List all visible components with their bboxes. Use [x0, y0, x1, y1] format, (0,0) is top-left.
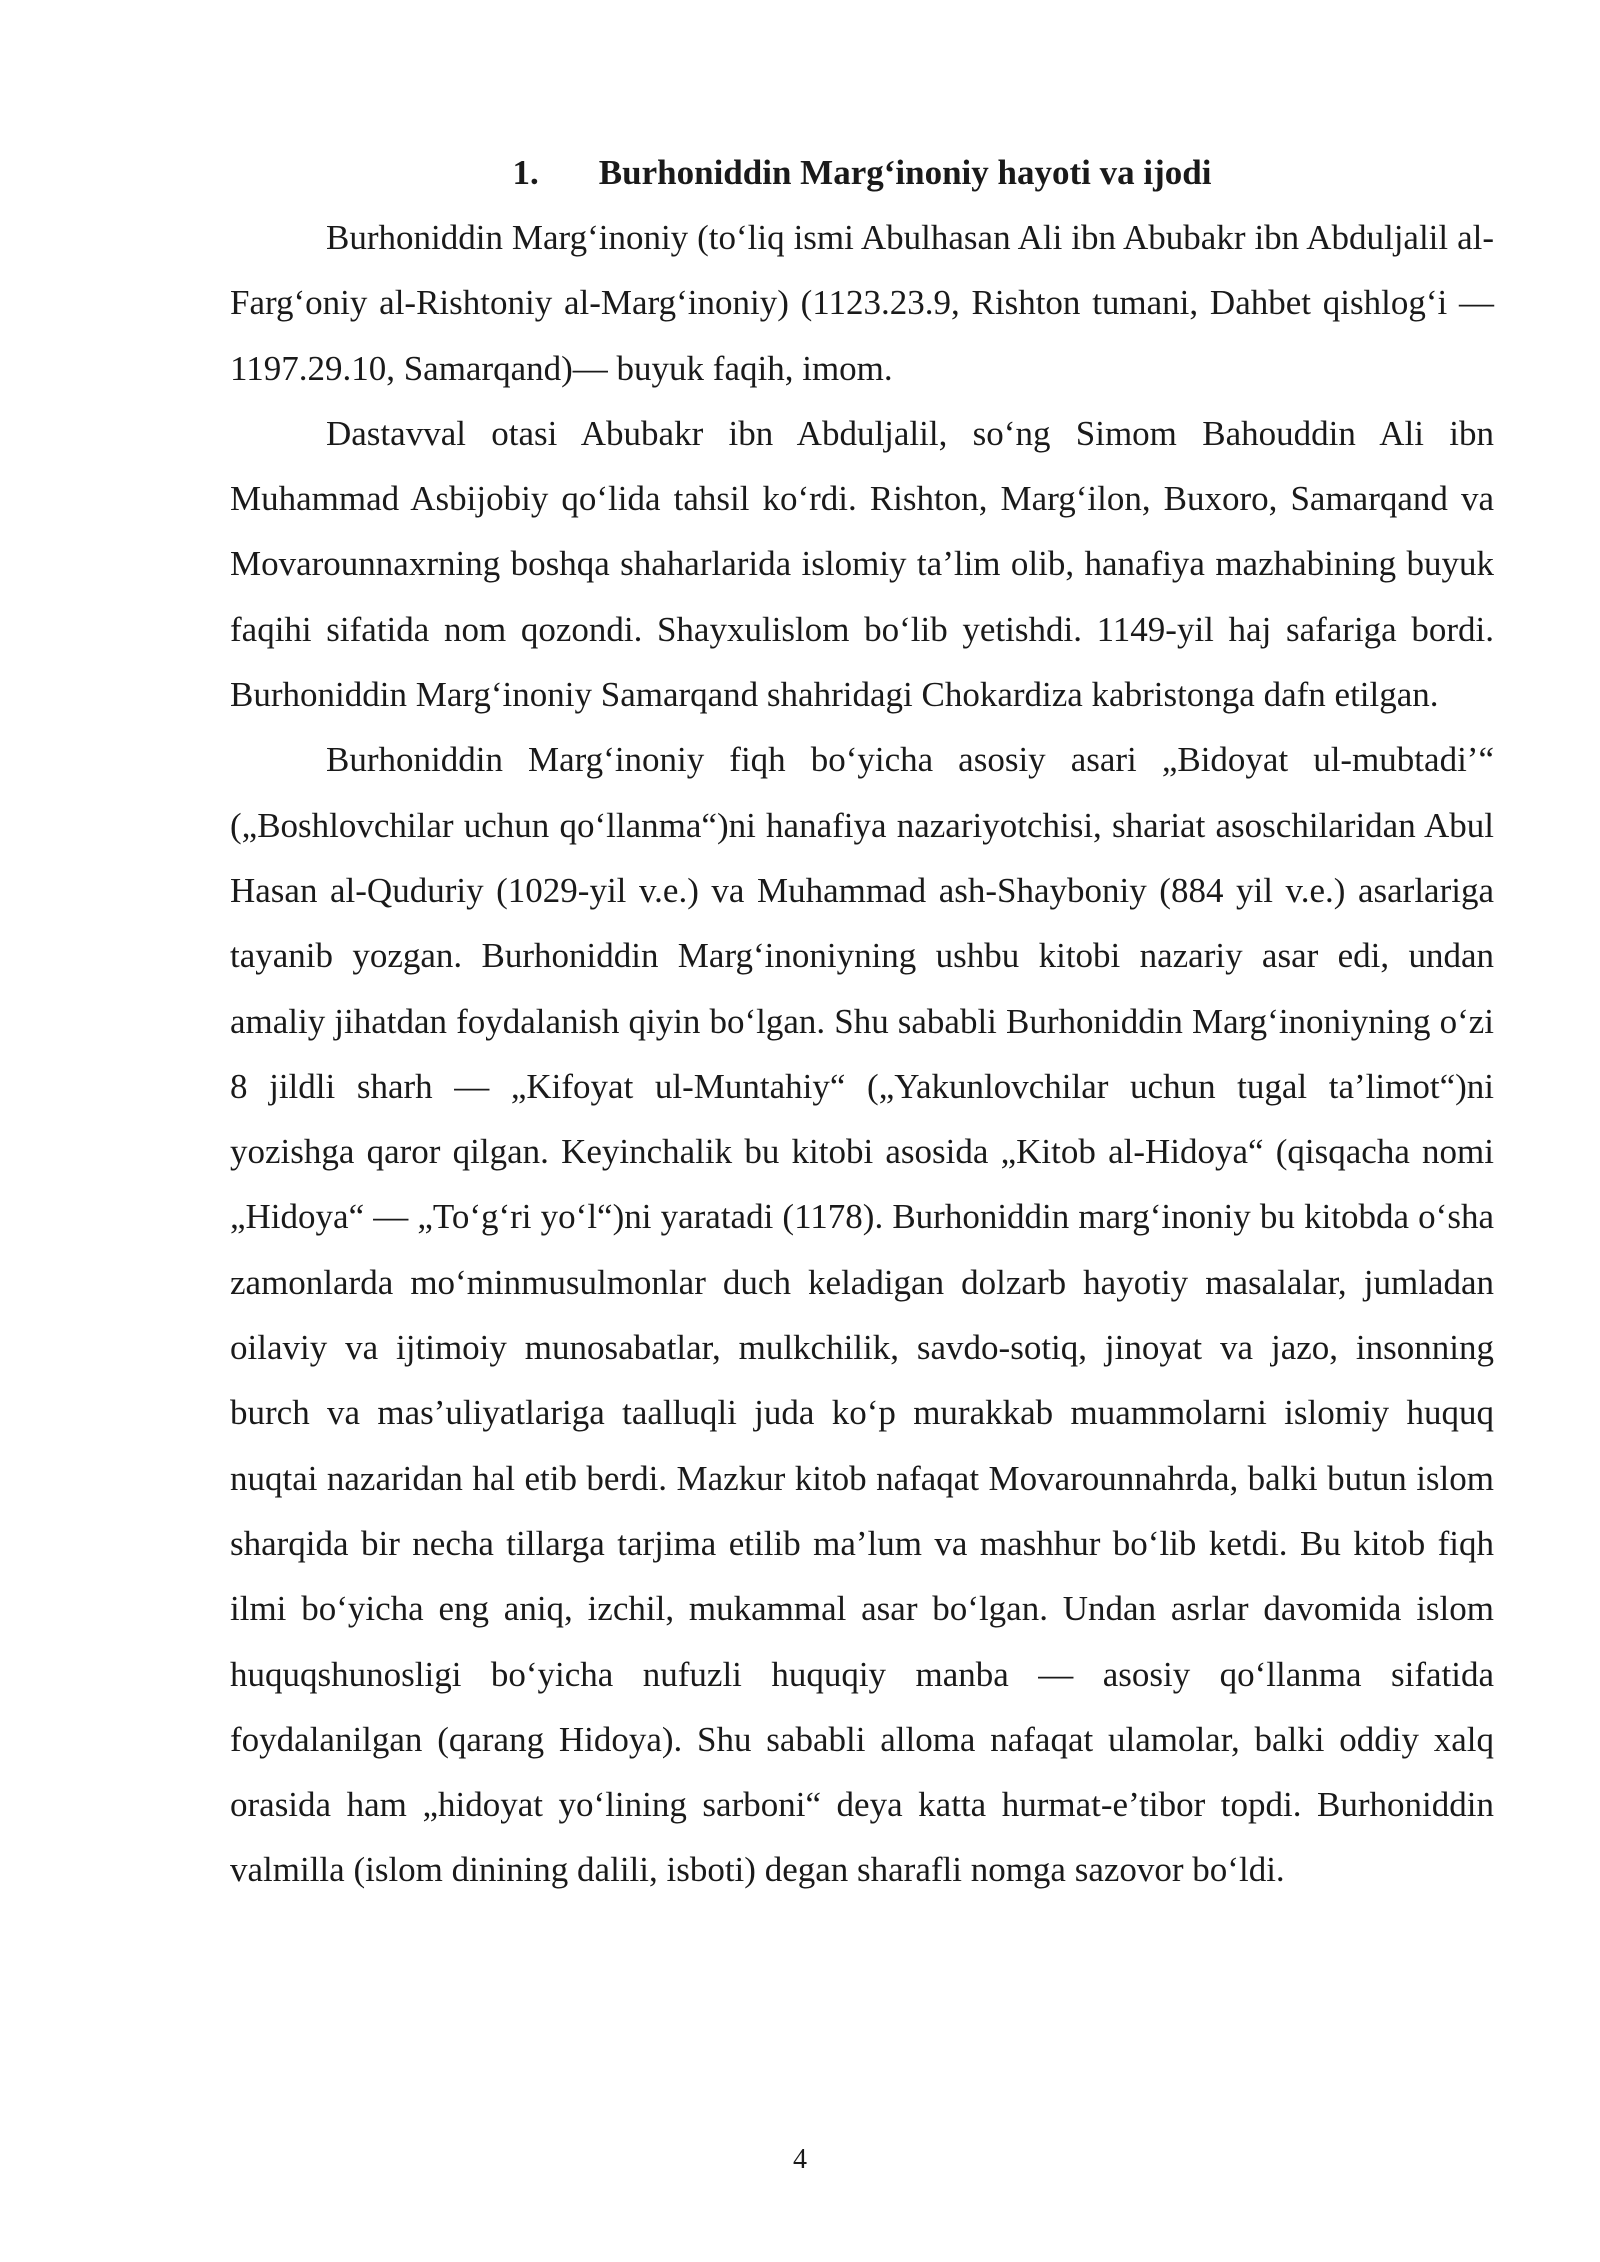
section-title: Burhoniddin Marg‘inoniy hayoti va ijodi	[598, 153, 1212, 192]
paragraph-3: Burhoniddin Marg‘inoniy fiqh bo‘yicha asosiy asari „Bidoyat ul-mubtadi’“ („Boshlovchilar uchun qo‘llanma“)ni hanafiya nazariyotchisi, shariat asoschilaridan Abul Hasan al-Quduriy (1029-yil v.e.) va Muhammad ash-Shayboniy (884 yil v.e.) asarlariga tayanib yozgan. Burhoniddin Marg‘inoniyning ushbu kitobi nazariy asar edi, undan amaliy jihatdan foydalanish qiyin bo‘lgan. Shu sababli Burhoniddin Marg‘inoniyning o‘zi 8 jildli sharh — „Kifoyat ul-Muntahiy“ („Yakunlovchilar uchun tugal ta’limot“)ni yozishga qaror qilgan. Keyinchalik bu kitobi asosida „Kitob al-Hidoya“ (qisqacha nomi „Hidoya“ — „To‘g‘ri yo‘l“)ni yaratadi (1178). Burhoniddin marg‘inoniy bu kitobda o‘sha zamonlarda mo‘minmusulmonlar duch keladigan dolzarb hayotiy masalalar, jumladan oilaviy va ijtimoiy munosabatlar, mulkchilik, savdo-sotiq, jinoyat va jazo, insonning burch va mas’uliyatlariga taalluqli juda ko‘p murakkab muammolarni islomiy huquq nuqtai nazaridan hal etib berdi. Mazkur kitob nafaqat Movarounnahrda, balki butun islom sharqida bir necha tillarga tarjima etilib ma’lum va mashhur bo‘lib ketdi. Bu kitob fiqh ilmi bo‘yicha eng aniq, izchil, mukammal asar bo‘lgan. Undan asrlar davomida islom huquqshunosligi bo‘yicha nufuzli huquqiy manba — asosiy qo‘llanma sifatida foydalanilgan (qarang Hidoya). Shu sababli alloma nafaqat ulamolar, balki oddiy xalq orasida ham „hidoyat yo‘lining sarboni“ deya katta hurmat-e’tibor topdi. Burhoniddin valmilla (islom dinining dalili, isboti) degan sharafli nomga sazovor bo‘ldi.	[230, 740, 1494, 1890]
section-heading	[230, 140, 1494, 205]
section-number: 1.	[512, 153, 539, 192]
paragraph-1: Burhoniddin Marg‘inoniy (to‘liq ismi Abulhasan Ali ibn Abubakr ibn Abduljalil al-Farg‘oniy al-Rishtoniy al-Marg‘inoniy) (1123.23.9, Rishton tumani, Dahbet qishlog‘i — 1197.29.10, Samarqand)— buyuk faqih, imom.	[230, 218, 1494, 388]
page-number: 4	[793, 2144, 807, 2175]
paragraph-2: Dastavval otasi Abubakr ibn Abduljalil, so‘ng Simom Bahouddin Ali ibn Muhammad Asbijobiy qo‘lida tahsil ko‘rdi. Rishton, Marg‘ilon, Buxoro, Samarqand va Movarounnaxrning boshqa shaharlarida islomiy ta’lim olib, hanafiya mazhabining buyuk faqihi sifatida nom qozondi. Shayxulislom bo‘lib yetishdi. 1149-yil haj safariga bordi. Burhoniddin Marg‘inoniy Samarqand shahridagi Chokardiza kabristonga dafn etilgan.	[230, 413, 1494, 715]
document-page	[230, 140, 1494, 1903]
